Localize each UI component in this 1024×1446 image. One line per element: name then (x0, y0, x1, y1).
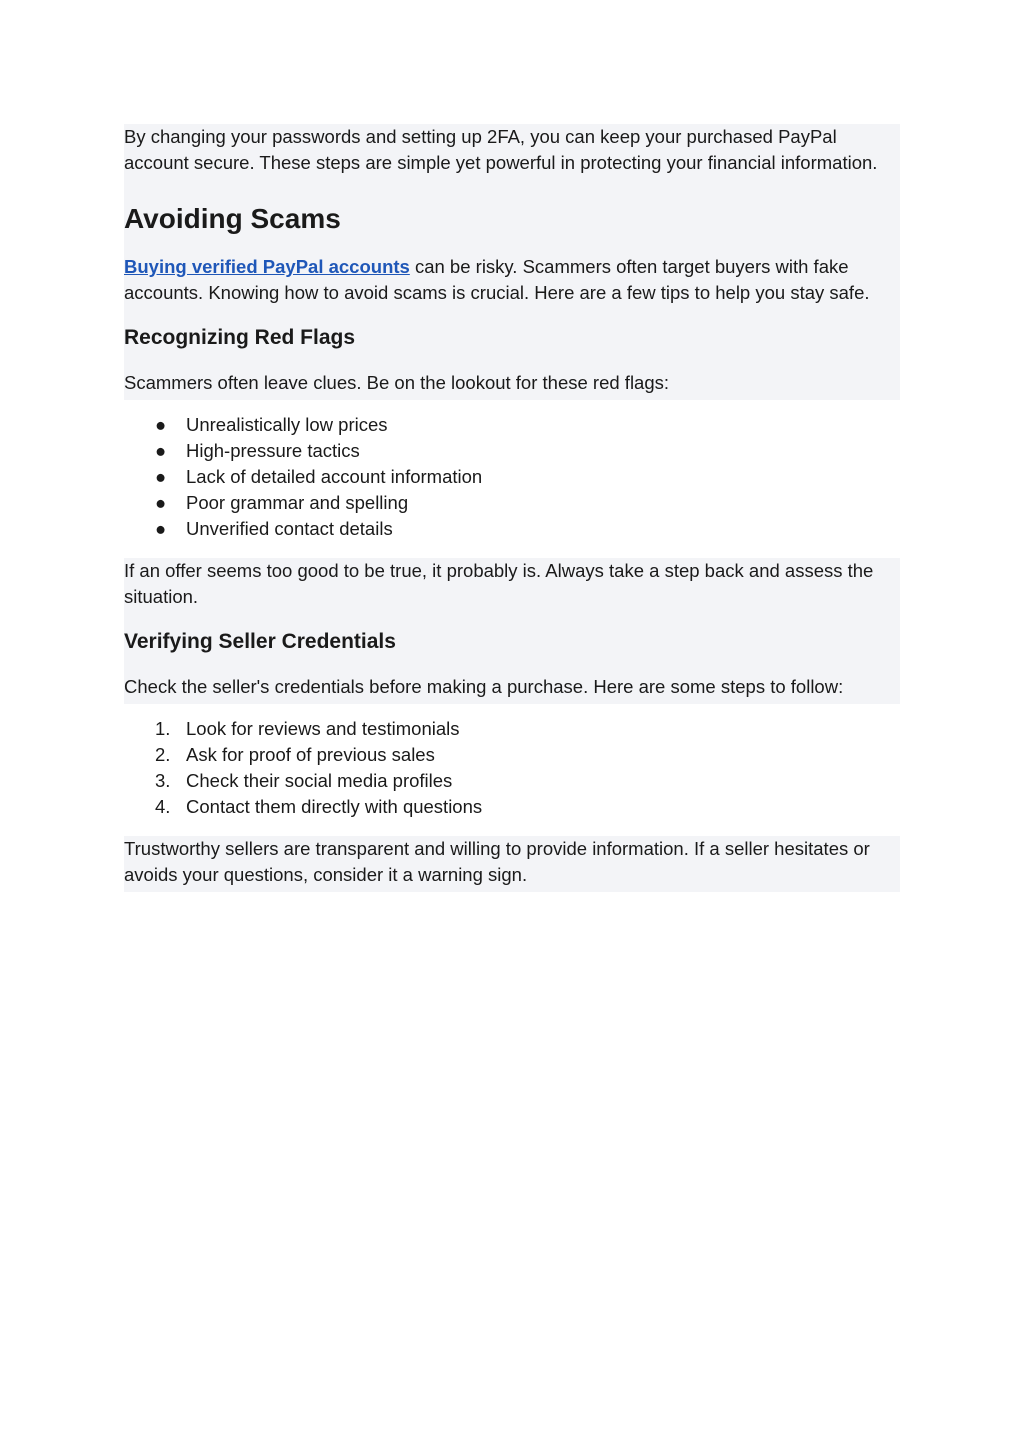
avoiding-scams-paragraph-text: can be risky. Scammers often target buyers with fake accounts. Knowing how to avoid scams is crucial. Here are a few tips to help you stay safe. (124, 256, 870, 303)
list-item (124, 742, 900, 768)
list-number: 1. (155, 718, 171, 739)
list-item-text: Check their social media profiles (186, 770, 453, 791)
section-verifying-seller (124, 558, 900, 704)
intro-paragraph: By changing your passwords and setting up 2FA, you can keep your purchased PayPal account secure. These steps are simple yet powerful in protecting your financial information. (124, 126, 878, 173)
section-closing (124, 836, 900, 892)
list-item-text: Poor grammar and spelling (186, 492, 409, 513)
seller-steps-list (124, 704, 900, 836)
list-item (124, 464, 900, 490)
document-body (124, 124, 900, 892)
bullet-icon: ● (155, 492, 167, 513)
heading-verifying-seller-credentials: Verifying Seller Credentials (124, 630, 396, 653)
list-item-text: Contact them directly with questions (186, 796, 483, 817)
list-item (124, 516, 900, 542)
avoiding-scams-paragraph (124, 254, 900, 306)
list-item-text: Ask for proof of previous sales (186, 744, 435, 765)
red-flags-list (124, 400, 900, 558)
heading-recognizing-red-flags: Recognizing Red Flags (124, 326, 356, 349)
bullet-icon: ● (155, 440, 167, 461)
list-item (124, 794, 900, 820)
list-item (124, 412, 900, 438)
bullet-icon: ● (155, 518, 167, 539)
list-item (124, 716, 900, 742)
bullet-icon: ● (155, 466, 167, 487)
list-item-text: Unrealistically low prices (186, 414, 388, 435)
red-flags-outro: If an offer seems too good to be true, it probably is. Always take a step back and assess the situation. (124, 560, 874, 607)
list-item (124, 490, 900, 516)
list-item-text: High-pressure tactics (186, 440, 360, 461)
list-number: 3. (155, 770, 171, 791)
red-flags-intro: Scammers often leave clues. Be on the lookout for these red flags: (124, 372, 670, 393)
list-number: 2. (155, 744, 171, 765)
list-item-text: Lack of detailed account information (186, 466, 483, 487)
seller-credentials-intro: Check the seller's credentials before making a purchase. Here are some steps to follow: (124, 676, 844, 697)
list-number: 4. (155, 796, 171, 817)
buying-verified-paypal-accounts-link[interactable]: Buying verified PayPal accounts (124, 256, 410, 277)
list-item (124, 438, 900, 464)
list-item-text: Unverified contact details (186, 518, 393, 539)
heading-avoiding-scams: Avoiding Scams (124, 203, 341, 234)
seller-credentials-outro: Trustworthy sellers are transparent and willing to provide information. If a seller hesitates or avoids your questions, consider it a warning sign. (124, 838, 870, 885)
list-item-text: Look for reviews and testimonials (186, 718, 460, 739)
bullet-icon: ● (155, 414, 167, 435)
list-item (124, 768, 900, 794)
section-avoiding-scams (124, 124, 900, 400)
